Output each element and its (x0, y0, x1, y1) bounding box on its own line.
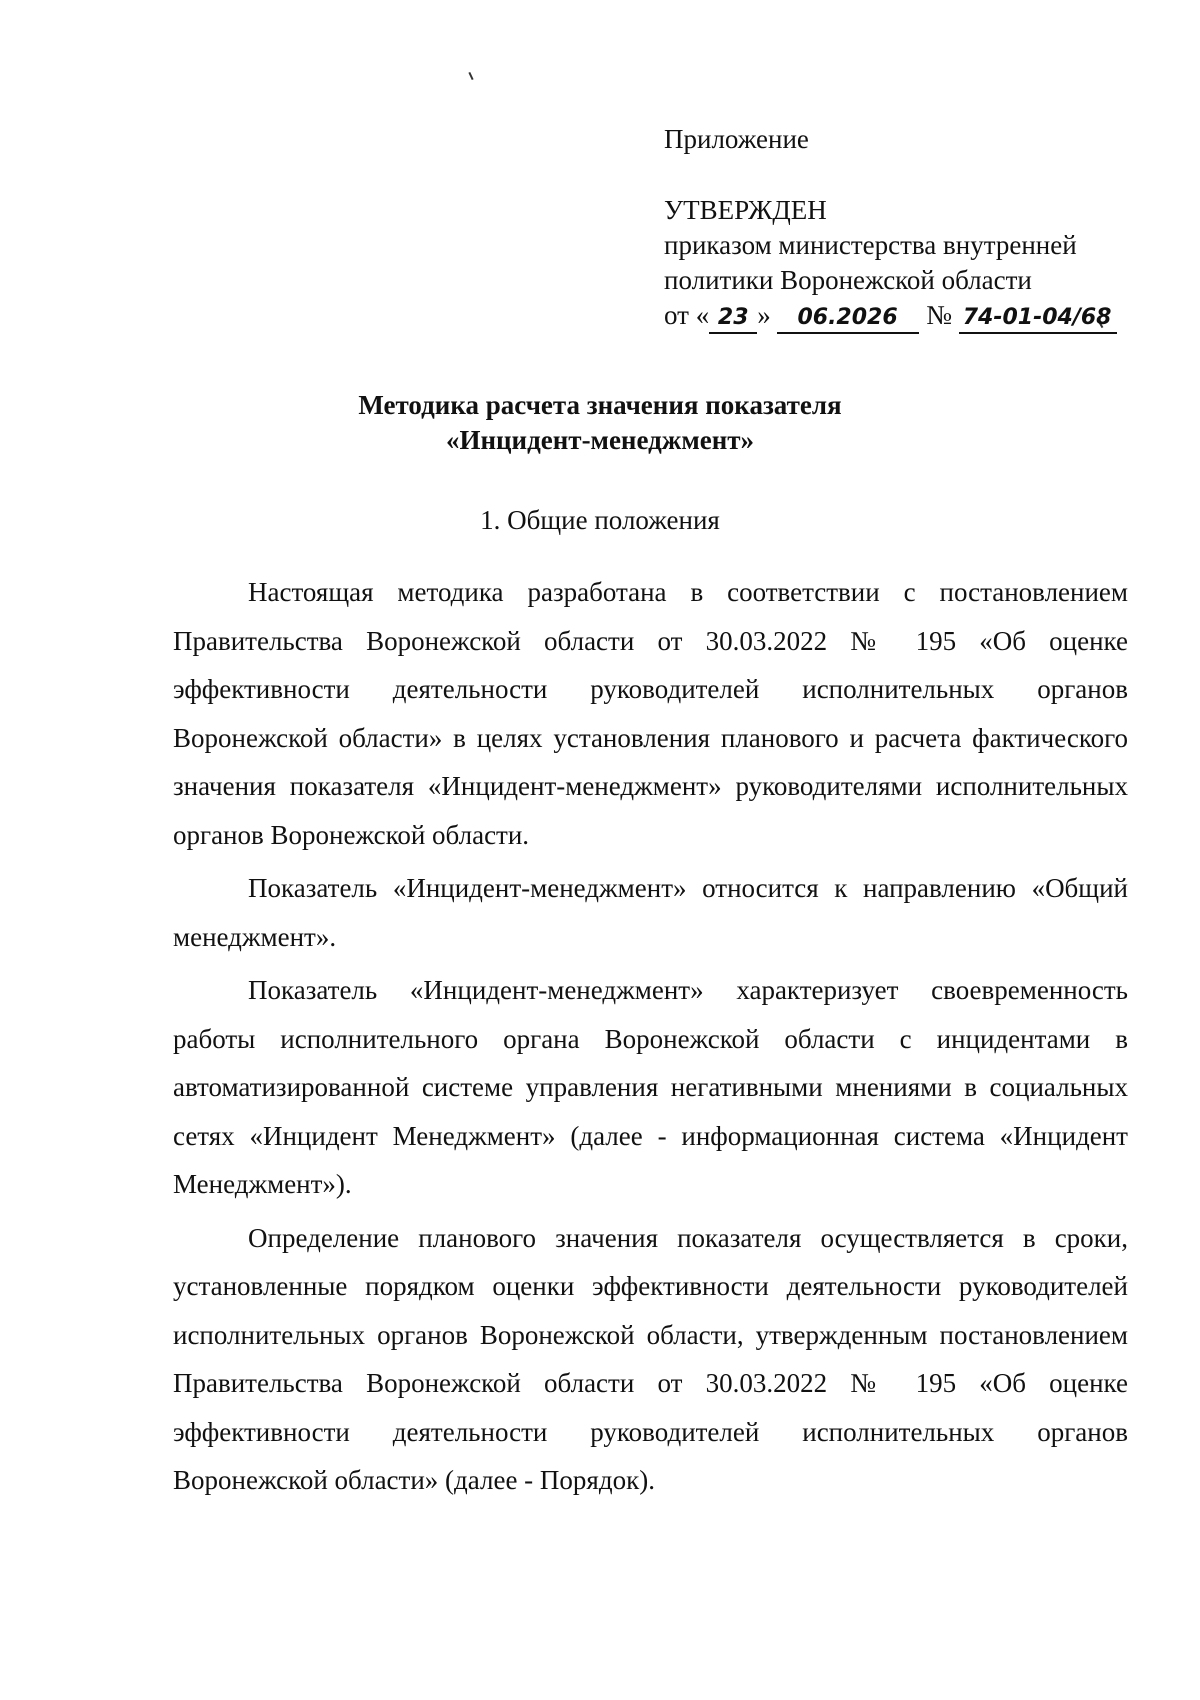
approved-label: УТВЕРЖДЕН (664, 195, 827, 225)
paragraph: Определение планового значения показателя осуществляется в сроки, установленные порядком оценки эффективности деятельности руководителей исполнительных органов Воронежской области, утвержденным постановлением Правительства Воронежской области от 30.03.2022 № 195 «Об оценке эффективности деятельности руководителей исполнительных органов Воронежской области» (далее - Порядок). (173, 1222, 1128, 1495)
handwritten-day: 23 (709, 304, 757, 334)
handwritten-month-year: 06.2026 (777, 304, 919, 334)
paragraph: Показатель «Инцидент-менеджмент» характеризует своевременность работы исполнительного органа Воронежской области с инцидентами в автоматизированной системе управления негативными мнениями в социальных сетях «Инцидент Менеджмент» (далее - информационная система «Инцидент Менеджмент»). (173, 975, 1128, 1199)
date-prefix: от « (664, 300, 710, 330)
date-mid: » (757, 300, 771, 330)
title-line: «Инцидент-менеджмент» (445, 425, 755, 455)
paragraph: Показатель «Инцидент-менеджмент» относится к направлению «Общий менеджмент». (173, 873, 1128, 952)
section-heading: 1. Общие положения (480, 505, 720, 535)
scan-mark (468, 72, 473, 80)
order-line: политики Воронежской области (664, 265, 1032, 295)
number-sign: № (926, 300, 952, 330)
body-text (173, 568, 1128, 1505)
handwritten-order-number: 74-01-04/68 (959, 304, 1117, 334)
order-date-line (664, 298, 1117, 334)
title-line: Методика расчета значения показателя (358, 390, 842, 420)
appendix-label: Приложение (664, 124, 809, 154)
paragraph: Настоящая методика разработана в соответствии с постановлением Правительства Воронежской области от 30.03.2022 № 195 «Об оценке эффективности деятельности руководителей исполнительных органов Воронежской области» в целях установления планового и расчета фактического значения показателя «Инцидент-менеджмент» руководителями исполнительных органов Воронежской области. (173, 577, 1128, 850)
order-line: приказом министерства внутренней (664, 230, 1077, 260)
approval-block (664, 122, 1117, 334)
document-title (0, 388, 1200, 458)
